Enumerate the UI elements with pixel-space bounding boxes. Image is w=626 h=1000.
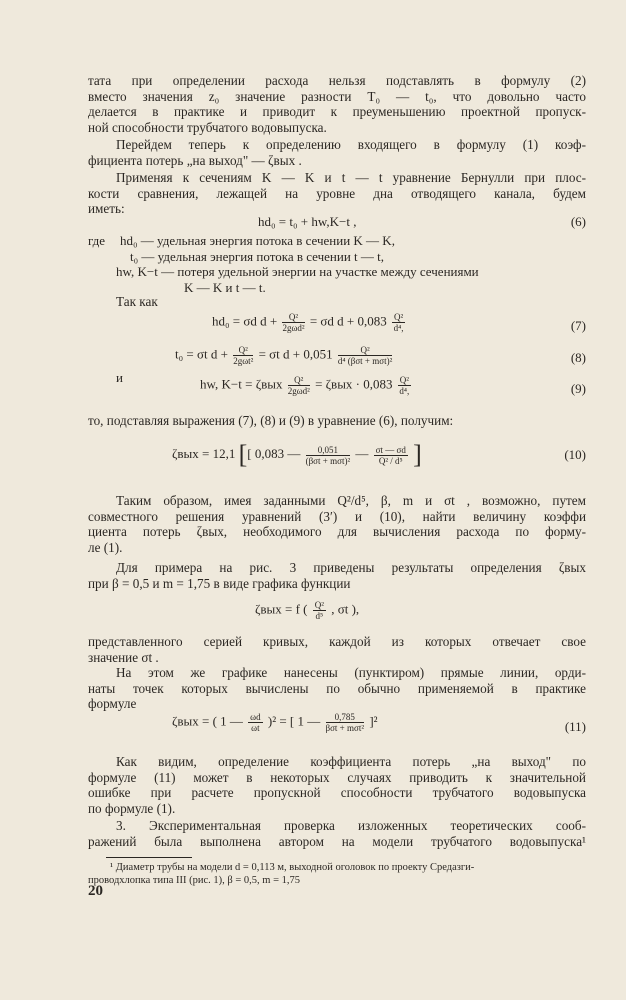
text-line: Таким образом, имея заданными Q²/d⁵, β, m и σt , возможно, путем bbox=[116, 493, 586, 508]
text-line: формуле (11) может в некоторых случаях приводить к значительной bbox=[88, 769, 586, 785]
numerator: ωd bbox=[250, 712, 261, 722]
footnote-line: проводхлопка типа III (рис. 1), β = 0,5, m = 1,75 bbox=[88, 875, 300, 886]
denominator: 2gωd² bbox=[287, 386, 310, 396]
paragraph-6 bbox=[88, 634, 586, 665]
text-line: делается в практике и приводит к преуменьшению проектной пропуск- bbox=[88, 104, 586, 119]
text-line: тата при определении расхода нельзя подставлять в формулу (2) bbox=[88, 73, 586, 88]
text-line: фициента потерь „на выход" — ζвых . bbox=[88, 152, 302, 168]
text-line: На этом же графике нанесены (пунктиром) прямые линии, орди- bbox=[116, 665, 586, 680]
eq8-right: = σt d + 0,051 bbox=[258, 346, 333, 362]
fraction bbox=[282, 312, 304, 333]
where-item: hw, K−t — потеря удельной энергии на участке между сечениями bbox=[116, 264, 479, 279]
denominator: βσt + mσt² bbox=[325, 723, 365, 733]
numerator: Q² bbox=[394, 312, 404, 322]
denominator: 2gωd² bbox=[282, 323, 305, 333]
numerator: 0,051 bbox=[306, 445, 351, 456]
paragraph-7 bbox=[88, 665, 586, 712]
footnote-rule bbox=[106, 857, 192, 858]
equation-6: hd₀ = t₀ + hw,K−t , bbox=[258, 214, 357, 229]
where-block bbox=[88, 233, 586, 295]
text-line: кости сравнения, лежащей на уровне дна отводящего канала, будем bbox=[88, 185, 586, 201]
footnote-line: ¹ Диаметр трубы на модели d = 0,113 м, выходной оголовок по проекту Средазги- bbox=[110, 862, 475, 873]
paragraph-9 bbox=[88, 818, 586, 849]
equation-number-7: (7) bbox=[570, 318, 586, 333]
denominator: d⁴, bbox=[399, 386, 410, 396]
numerator: Q² bbox=[314, 600, 324, 610]
fraction bbox=[398, 375, 411, 396]
fraction bbox=[233, 345, 253, 366]
numerator: Q² bbox=[288, 375, 310, 386]
equation-11 bbox=[172, 712, 378, 733]
equation-number-11: (11) bbox=[564, 719, 586, 734]
fraction bbox=[338, 345, 392, 366]
eq7-left: hd₀ = σd d + bbox=[212, 313, 278, 329]
text-line: 3. Экспериментальная проверка изложенных теоретических сооб- bbox=[116, 818, 586, 833]
text-line: представленного серией кривых, каждой из которых отвечает свое bbox=[88, 634, 586, 649]
text-line: Перейдем теперь к определению входящего в формулу (1) коэф- bbox=[116, 137, 586, 152]
text-line: ле (1). bbox=[88, 539, 123, 555]
text-line: Как видим, определение коэффициента потерь „на выход" по bbox=[116, 754, 586, 769]
denominator: d⁴, bbox=[393, 323, 404, 333]
fraction bbox=[374, 445, 408, 466]
paragraph-3 bbox=[88, 170, 586, 217]
paragraph-1 bbox=[88, 73, 586, 135]
denominator: d⁴ (βσt + mσt)² bbox=[337, 356, 393, 366]
text-line: формуле bbox=[88, 696, 137, 711]
text-line: Для примера на рис. 3 приведены результаты определения ζвых bbox=[116, 560, 586, 575]
numerator: σt — σd bbox=[375, 444, 406, 455]
numerator: Q² bbox=[233, 345, 253, 356]
text-line: ной способности трубчатого водовыпуска. bbox=[88, 119, 327, 135]
text-line: по формуле (1). bbox=[88, 800, 176, 816]
text-line: ошибке при расчете пропускной способности трубчатого водовыпуска bbox=[88, 785, 586, 800]
denominator: 2gωt² bbox=[233, 356, 254, 366]
fraction bbox=[313, 600, 326, 621]
eq9-left: hw, K−t = ζвых bbox=[200, 376, 283, 392]
paragraph-2 bbox=[88, 137, 586, 168]
eqf-rest: , σt ), bbox=[331, 601, 360, 617]
numerator: Q² bbox=[338, 345, 392, 356]
text-line: совместного решения уравнений (3′) и (10), найти величину коэффи bbox=[88, 508, 586, 524]
numerator: 0,785 bbox=[326, 712, 365, 723]
text-line: наты точек которых вычислены по обычно применяемой в практике bbox=[88, 680, 586, 696]
equation-number-6: (6) bbox=[570, 214, 586, 229]
text-line: Так как bbox=[116, 294, 158, 309]
eq10-close: ] bbox=[413, 440, 422, 469]
where-word: где bbox=[88, 233, 106, 248]
footnote bbox=[88, 861, 586, 887]
and-word: и bbox=[116, 370, 123, 385]
text-line: ражений была выполнена автором на модели трубчатого водовыпуска¹ bbox=[88, 833, 586, 849]
eq7-right: = σd d + 0,083 bbox=[309, 313, 387, 329]
fraction bbox=[326, 712, 365, 733]
where-item: K — K и t — t. bbox=[184, 279, 266, 295]
fraction bbox=[306, 445, 351, 466]
paragraph-8 bbox=[88, 754, 586, 816]
eq11-mid: )² = [ 1 — bbox=[267, 713, 321, 729]
eq10-body: [ 0,083 — bbox=[247, 445, 301, 461]
text-line: значение σt . bbox=[88, 649, 159, 665]
text-line: то, подставляя выражения (7), (8) и (9) в уравнение (6), получим: bbox=[88, 413, 454, 428]
equation-number-8: (8) bbox=[570, 350, 586, 365]
eq8-left: t₀ = σt d + bbox=[175, 346, 228, 362]
equation-f bbox=[255, 600, 359, 621]
paragraph-5 bbox=[88, 560, 586, 591]
text-line: при β = 0,5 и m = 1,75 в виде графика функции bbox=[88, 575, 351, 591]
eqf-text: ζвых = f ( bbox=[255, 601, 308, 617]
eq10-left: ζвых = 12,1 bbox=[172, 445, 236, 461]
denominator: ωt bbox=[251, 723, 260, 733]
then-text bbox=[88, 413, 586, 429]
denominator: d⁵ bbox=[315, 611, 324, 621]
equation-9 bbox=[200, 375, 413, 396]
fraction bbox=[248, 712, 262, 733]
where-item: hd₀ — удельная энергия потока в сечении K — K, bbox=[120, 233, 395, 248]
eq11-close: ]² bbox=[369, 713, 378, 729]
text-line: Применяя к сечениям K — K и t — t уравнение Бернулли при плос- bbox=[116, 170, 586, 185]
paragraph-4 bbox=[88, 493, 586, 555]
eq10-mid: — bbox=[355, 445, 369, 461]
fraction bbox=[288, 375, 310, 396]
fraction bbox=[392, 312, 405, 333]
equation-8 bbox=[175, 345, 394, 366]
numerator: Q² bbox=[399, 375, 409, 385]
numerator: Q² bbox=[282, 312, 304, 323]
text-line: вместо значения z₀ значение разности T₀ — t₀, что довольно часто bbox=[88, 88, 586, 104]
equation-7 bbox=[212, 312, 407, 333]
denominator: Q² / d⁵ bbox=[378, 455, 403, 466]
tak-kak bbox=[88, 294, 586, 310]
where-item: t₀ — удельная энергия потока в сечении t — t, bbox=[130, 248, 385, 264]
denominator: (βσt + mσt)² bbox=[305, 455, 351, 466]
eq11-left: ζвых = ( 1 — bbox=[172, 713, 243, 729]
equation-number-9: (9) bbox=[570, 381, 586, 396]
page-number: 20 bbox=[88, 883, 103, 899]
eq9-right: = ζвых · 0,083 bbox=[315, 376, 393, 392]
text-line: иметь: bbox=[88, 201, 125, 216]
equation-10: ζвых = 12,1 [[ 0,083 — $\frac{0,051}{\text{(βσt + mσt)²}}$ — $\frac{\sigma t — \sigma d}{\text{Q² / d⁵}}$ ] bbox=[172, 440, 422, 469]
equation-number-10: (10) bbox=[564, 447, 586, 462]
text-line: циента потерь ζвых, необходимого для вычисления расхода по форму- bbox=[88, 524, 586, 539]
